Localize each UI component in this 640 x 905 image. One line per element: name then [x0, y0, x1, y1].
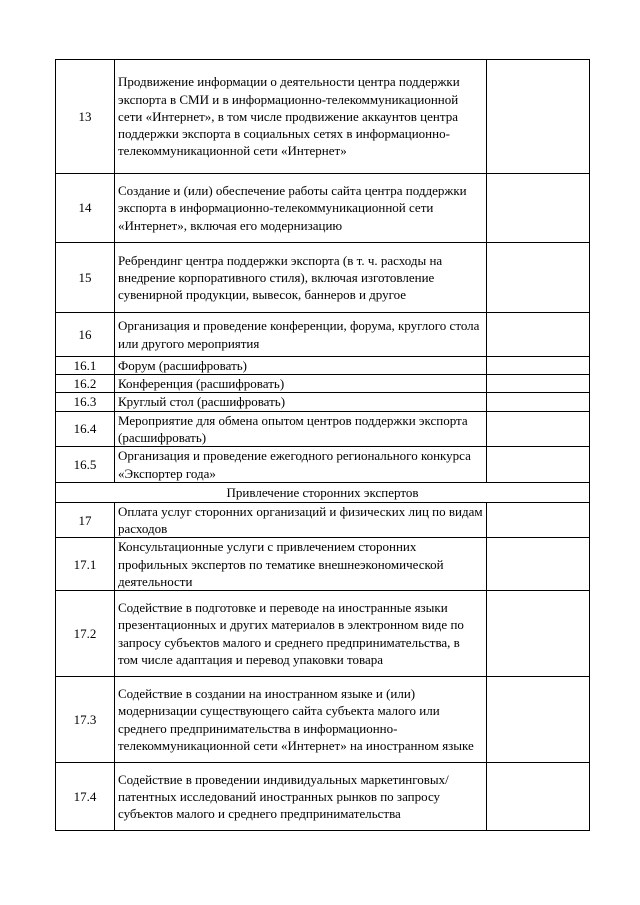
row-value-cell [487, 411, 590, 446]
section-row [56, 483, 590, 503]
row-description: Организация и проведение ежегодного регионального конкурса «Экспортер года» [115, 447, 487, 483]
row-value-cell [487, 393, 590, 411]
row-description: Содействие в подготовке и переводе на иностранные языки презентационных и других материалов в электронном виде по запросу субъектов малого и среднего предпринимательства, в том числе адаптация и перевод упаковки товара [115, 591, 487, 677]
table-row [56, 174, 590, 243]
row-value-cell [487, 60, 590, 174]
row-number: 13 [56, 60, 115, 174]
expense-table-body [56, 60, 590, 831]
row-number: 16.4 [56, 411, 115, 446]
row-description: Ребрендинг центра поддержки экспорта (в т. ч. расходы на внедрение корпоративного стиля), включая изготовление сувенирной продукции, вывесок, баннеров и другое [115, 243, 487, 313]
table-row [56, 60, 590, 174]
row-value-cell [487, 677, 590, 763]
row-number: 17.2 [56, 591, 115, 677]
row-number: 16.1 [56, 357, 115, 375]
table-row [56, 538, 590, 591]
table-row [56, 357, 590, 375]
row-description: Мероприятие для обмена опытом центров поддержки экспорта (расшифровать) [115, 411, 487, 446]
row-value-cell [487, 313, 590, 357]
row-description: Содействие в создании на иностранном языке и (или) модернизации существующего сайта субъекта малого или среднего предпринимательства в информационно-телекоммуникационной сети «Интернет» на иностранном языке [115, 677, 487, 763]
row-description: Форум (расшифровать) [115, 357, 487, 375]
row-description: Содействие в проведении индивидуальных маркетинговых/ патентных исследований иностранных рынков по запросу субъектов малого и среднего предпринимательства [115, 763, 487, 831]
row-value-cell [487, 174, 590, 243]
row-value-cell [487, 375, 590, 393]
table-row [56, 411, 590, 446]
row-description: Создание и (или) обеспечение работы сайта центра поддержки экспорта в информационно-телекоммуникационной сети «Интернет», включая его модернизацию [115, 174, 487, 243]
row-description: Круглый стол (расшифровать) [115, 393, 487, 411]
row-number: 14 [56, 174, 115, 243]
row-number: 16.5 [56, 447, 115, 483]
row-number: 16 [56, 313, 115, 357]
table-row [56, 447, 590, 483]
table-row [56, 243, 590, 313]
row-number: 17.3 [56, 677, 115, 763]
row-value-cell [487, 243, 590, 313]
row-value-cell [487, 591, 590, 677]
row-value-cell [487, 538, 590, 591]
row-number: 15 [56, 243, 115, 313]
row-description: Консультационные услуги с привлечением сторонних профильных экспертов по тематике внешнеэкономической деятельности [115, 538, 487, 591]
row-number: 17.1 [56, 538, 115, 591]
table-row [56, 393, 590, 411]
row-number: 16.3 [56, 393, 115, 411]
row-value-cell [487, 357, 590, 375]
row-description: Продвижение информации о деятельности центра поддержки экспорта в СМИ и в информационно-телекоммуникационной сети «Интернет», в том числе продвижение аккаунтов центра поддержки экспорта в социальных сетях в информационно-телекоммуникационной сети «Интернет» [115, 60, 487, 174]
table-row [56, 591, 590, 677]
section-title: Привлечение сторонних экспертов [56, 483, 590, 503]
table-row [56, 313, 590, 357]
table-row [56, 677, 590, 763]
row-number: 17 [56, 503, 115, 538]
expense-table [55, 59, 590, 831]
row-description: Конференция (расшифровать) [115, 375, 487, 393]
row-description: Оплата услуг сторонних организаций и физических лиц по видам расходов [115, 503, 487, 538]
table-row [56, 375, 590, 393]
row-description: Организация и проведение конференции, форума, круглого стола или другого мероприятия [115, 313, 487, 357]
row-value-cell [487, 763, 590, 831]
table-row [56, 503, 590, 538]
row-value-cell [487, 447, 590, 483]
row-value-cell [487, 503, 590, 538]
row-number: 16.2 [56, 375, 115, 393]
table-row [56, 763, 590, 831]
row-number: 17.4 [56, 763, 115, 831]
